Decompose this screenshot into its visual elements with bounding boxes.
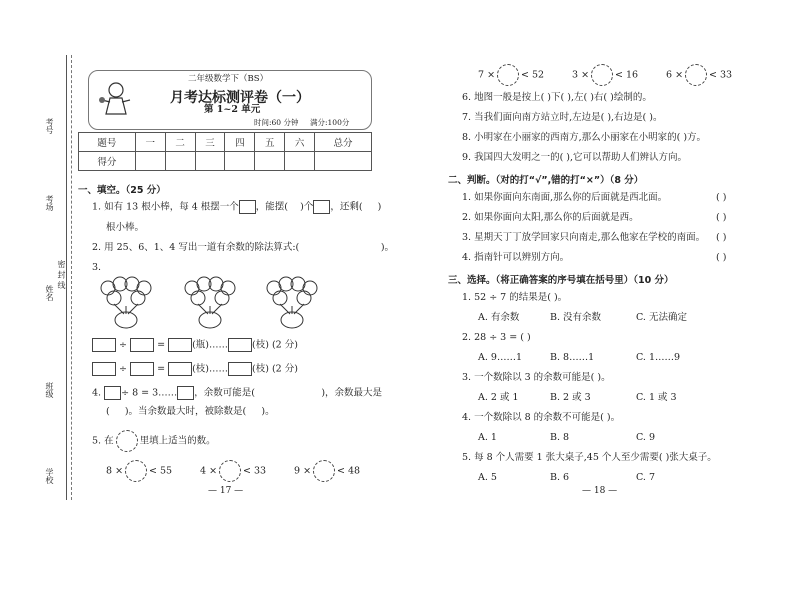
score-table: [78, 132, 372, 171]
flower-answer-circle[interactable]: [685, 64, 707, 86]
answer-box[interactable]: [239, 200, 256, 214]
score-header-cell: 题号: [79, 133, 136, 152]
flower-pots-image: [94, 276, 360, 332]
section2-heading: 二、判断。（对的打“√”,错的打“×”）（8 分）: [448, 175, 644, 186]
score-header-cell: 三: [195, 133, 225, 152]
score-header-cell: 二: [165, 133, 195, 152]
choice-option[interactable]: A. 5: [478, 472, 497, 483]
question-5-item: 8 × < 55: [106, 460, 172, 482]
flower-answer-circle[interactable]: [116, 430, 138, 452]
choice-question: 2. 28 ÷ 3 = ( ): [462, 332, 531, 343]
answer-box[interactable]: [177, 386, 194, 400]
choice-option[interactable]: B. 6: [550, 472, 570, 483]
judge-item: 2. 如果你面向太阳,那么你的后面就是西。: [462, 212, 639, 223]
answer-box[interactable]: [130, 362, 154, 376]
question-5-item: 4 × < 33: [200, 460, 266, 482]
label-seal-line: 密 封 线: [57, 260, 66, 290]
score-cell[interactable]: [315, 152, 372, 171]
label-school: 学校: [45, 468, 54, 484]
section1-heading: 一、填空。（25 分）: [78, 185, 166, 196]
flower-answer-circle[interactable]: [125, 460, 147, 482]
choice-option[interactable]: C. 1……9: [636, 352, 681, 363]
flower-answer-circle[interactable]: [497, 64, 519, 86]
question-9: 9. 我国四大发明之一的( ),它可以帮助人们辨认方向。: [462, 152, 688, 163]
question-5: 5. 在 里填上适当的数。: [92, 430, 216, 452]
choice-option[interactable]: B. 8……1: [550, 352, 595, 363]
choice-option[interactable]: A. 9……1: [478, 352, 522, 363]
question-3-line2: ÷ = (枝)…… (枝) (2 分): [92, 362, 298, 376]
page-number-left: — 17 —: [208, 486, 244, 496]
flower-answer-circle[interactable]: [591, 64, 613, 86]
question-3: 3.: [92, 262, 102, 273]
flower-answer-circle[interactable]: [219, 460, 241, 482]
unit-range: 第 1~2 单元: [204, 104, 261, 115]
question-7: 7. 当我们面向南方站立时,左边是( ),右边是( )。: [462, 112, 663, 123]
section3-heading: 三、选择。（将正确答案的序号填在括号里）（10 分）: [448, 275, 674, 286]
choice-option[interactable]: B. 没有余数: [550, 312, 602, 323]
judge-answer[interactable]: ( ): [716, 192, 727, 203]
answer-box[interactable]: [104, 386, 121, 400]
choice-option[interactable]: C. 无法确定: [636, 312, 687, 323]
choice-option[interactable]: C. 1 或 3: [636, 392, 677, 403]
score-header-cell: 四: [225, 133, 255, 152]
choice-option[interactable]: A. 2 或 1: [478, 392, 519, 403]
answer-box[interactable]: [168, 338, 192, 352]
question-1-cont: 根小棒。: [106, 222, 145, 233]
question-1: 1. 如有 13 根小棒，每 4 根摆一个 ，能摆( )个 ，还剩( ): [92, 201, 382, 213]
question-5-item: 3 × < 16: [572, 64, 638, 86]
grade-label: 二年级数学下（BS）: [188, 74, 269, 84]
question-2: 2. 用 25、6、1、4 写出一道有余数的除法算式:( )。: [92, 242, 395, 253]
label-class: 班级: [45, 382, 54, 398]
score-header-cell: 五: [255, 133, 285, 152]
judge-answer[interactable]: ( ): [716, 212, 727, 223]
question-4: 4. ÷ 8 = 3…… ，余数可能是( )，余数最大是: [92, 387, 383, 399]
question-5-item: 7 × < 52: [478, 64, 544, 86]
score-cell[interactable]: [165, 152, 195, 171]
time-limit: 时间:60 分钟: [254, 118, 299, 127]
label-exam-room: 考场: [45, 195, 54, 211]
answer-box[interactable]: [228, 338, 252, 352]
answer-box[interactable]: [313, 200, 330, 214]
choice-question: 4. 一个数除以 8 的余数不可能是( )。: [462, 412, 621, 423]
mascot-image: [96, 80, 136, 116]
choice-option[interactable]: A. 1: [478, 432, 497, 443]
exam-title: 月考达标测评卷（一）: [170, 90, 310, 106]
full-score: 满分:100分: [310, 118, 350, 127]
binding-dashed-line: [71, 55, 72, 500]
choice-question: 3. 一个数除以 3 的余数可能是( )。: [462, 372, 611, 383]
judge-answer[interactable]: ( ): [716, 232, 727, 243]
label-exam-number: 考号: [45, 118, 54, 134]
label-name: 姓名: [45, 285, 54, 301]
answer-box[interactable]: [92, 362, 116, 376]
question-3-line1: ÷ = (瓶)…… (枝) (2 分): [92, 338, 298, 352]
score-cell[interactable]: [195, 152, 225, 171]
score-cell[interactable]: [285, 152, 315, 171]
score-header-cell: 六: [285, 133, 315, 152]
judge-answer[interactable]: ( ): [716, 252, 727, 263]
choice-question: 5. 每 8 个人需要 1 张大桌子,45 个人至少需要( )张大桌子。: [462, 452, 717, 463]
score-header-cell: 总分: [315, 133, 372, 152]
choice-option[interactable]: C. 7: [636, 472, 656, 483]
choice-option[interactable]: B. 2 或 3: [550, 392, 591, 403]
choice-option[interactable]: A. 有余数: [478, 312, 520, 323]
question-5-item: 6 × < 33: [666, 64, 732, 86]
question-4-cont: ( )。当余数最大时，被除数是( )。: [106, 406, 275, 417]
flower-answer-circle[interactable]: [313, 460, 335, 482]
answer-box[interactable]: [228, 362, 252, 376]
score-cell[interactable]: [135, 152, 165, 171]
score-cell[interactable]: [225, 152, 255, 171]
answer-box[interactable]: [168, 362, 192, 376]
score-row-label: 得分: [79, 152, 136, 171]
answer-box[interactable]: [92, 338, 116, 352]
answer-box[interactable]: [130, 338, 154, 352]
score-cell[interactable]: [255, 152, 285, 171]
choice-option[interactable]: B. 8: [550, 432, 570, 443]
score-header-cell: 一: [135, 133, 165, 152]
page-number-right: — 18 —: [582, 486, 618, 496]
question-8: 8. 小明家在小丽家的西南方,那么小丽家在小明家的( )方。: [462, 132, 707, 143]
judge-item: 1. 如果你面向东南面,那么你的后面就是西北面。: [462, 192, 668, 203]
question-6: 6. 地图一般是按上( )下( ),左( )右( )绘制的。: [462, 92, 652, 103]
choice-option[interactable]: C. 9: [636, 432, 656, 443]
choice-question: 1. 52 ÷ 7 的结果是( )。: [462, 292, 568, 303]
judge-item: 4. 指南针可以辨别方向。: [462, 252, 570, 263]
question-5-item: 9 × < 48: [294, 460, 360, 482]
judge-item: 3. 星期天丁丁放学回家只向南走,那么他家在学校的南面。: [462, 232, 706, 243]
